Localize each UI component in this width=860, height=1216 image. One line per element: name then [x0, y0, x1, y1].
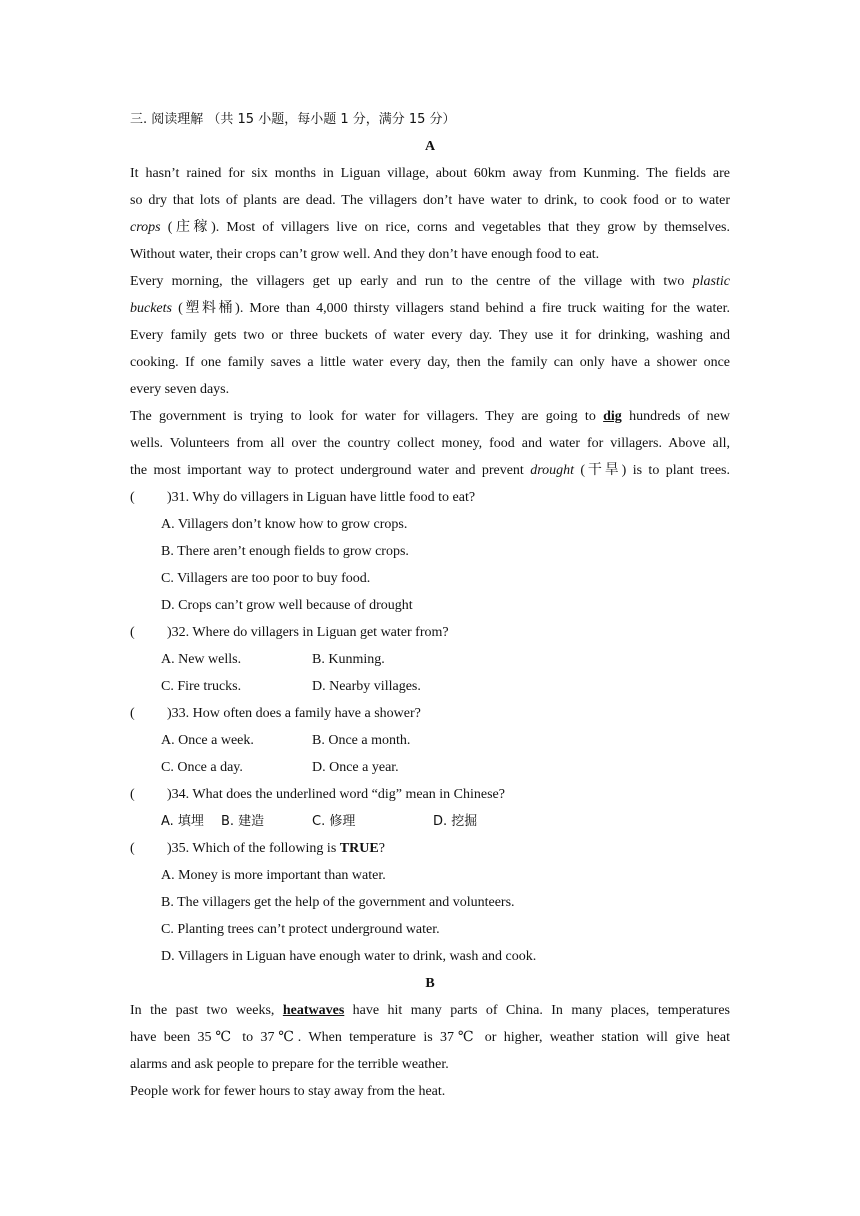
option-34-c: C. 修理: [312, 814, 356, 829]
passage-a-p1-line3: [130, 214, 730, 241]
option-34-a: A. 填埋: [161, 814, 204, 829]
passage-a-p3-line3-a: the most important way to protect underground water and prevent: [130, 463, 531, 478]
option-33-d: D. Once a year.: [312, 760, 399, 775]
option-35-d: D. Villagers in Liguan have enough water to drink, wash and cook.: [161, 949, 537, 964]
option-31-c: C. Villagers are too poor to buy food.: [161, 571, 371, 586]
question-35: [130, 835, 730, 862]
option-31-a: A. Villagers don’t know how to grow crops.: [161, 517, 408, 532]
question-stem-bold: TRUE: [339, 841, 379, 856]
passage-a-p3-line2: wells. Volunteers from all over the country collect money, food and water for villagers. Above all,: [130, 436, 730, 451]
passage-a-p2-line2: [130, 295, 730, 322]
passage-a-p2-line1-text: Every morning, the villagers get up early and run to the centre of the village with two: [130, 274, 693, 289]
word-drought: drought: [530, 463, 575, 478]
passage-b-p1-line2: have been 35℃ to 37℃. When temperature is 37℃ or higher, weather station will give heat: [130, 1030, 730, 1045]
question-stem-a: )35. Which of the following is: [167, 841, 340, 856]
word-heatwaves: heatwaves: [282, 1003, 345, 1018]
option-32-c: C. Fire trucks.: [161, 679, 242, 694]
question-stem: )34. What does the underlined word “dig” mean in Chinese?: [167, 787, 505, 802]
question-32: [130, 619, 730, 646]
passage-a-p3-line1-a: The government is trying to look for water for villagers. They are going to: [130, 409, 604, 424]
question-stem: )32. Where do villagers in Liguan get water from?: [167, 625, 449, 640]
word-crops: crops: [130, 220, 161, 235]
question-stem: )33. How often does a family have a shower?: [167, 706, 421, 721]
passage-a-p1-line1: It hasn’t rained for six months in Liguan village, about 60km away from Kunming. The fields are: [130, 166, 730, 181]
option-35-b: B. The villagers get the help of the government and volunteers.: [161, 895, 515, 910]
option-35-c: C. Planting trees can’t protect underground water.: [161, 922, 440, 937]
option-33-a: A. Once a week.: [161, 733, 254, 748]
answer-blank[interactable]: (: [130, 841, 135, 856]
exam-page: [130, 106, 730, 1105]
word-plastic: plastic: [692, 274, 730, 289]
passage-b-p1-line3: alarms and ask people to prepare for the terrible weather.: [130, 1057, 449, 1072]
option-33-b: B. Once a month.: [312, 733, 411, 748]
option-32-d: D. Nearby villages.: [312, 679, 421, 694]
passage-a-p2-line4: cooking. If one family saves a little water every day, then the family can only have a shower once: [130, 355, 730, 370]
passage-a-p3-line3: [130, 457, 730, 484]
options-34: [130, 808, 730, 835]
option-32-a: A. New wells.: [161, 652, 242, 667]
options-32-row1: [130, 646, 730, 673]
option-34-d: D. 挖掘: [433, 814, 478, 829]
question-31: [130, 484, 730, 511]
word-dig: dig: [603, 409, 622, 424]
option-33-c: C. Once a day.: [161, 760, 243, 775]
passage-a-p2-line3: Every family gets two or three buckets of water every day. They use it for drinking, washing and: [130, 328, 730, 343]
passage-a-p1-line4: Without water, their crops can’t grow well. And they don’t have enough food to eat.: [130, 247, 600, 262]
question-stem-b: ?: [378, 841, 385, 856]
passage-a-p3-line1: [130, 403, 730, 430]
passage-b-title: B: [425, 976, 435, 991]
answer-blank[interactable]: (: [130, 625, 135, 640]
answer-blank[interactable]: (: [130, 490, 135, 505]
passage-a-p1-line2: so dry that lots of plants are dead. The villagers don’t have water to drink, to cook food or to water: [130, 193, 730, 208]
passage-a-p3-line3-b: (干旱) is to plant trees.: [574, 463, 730, 478]
question-34: [130, 781, 730, 808]
option-34-b: B. 建造: [221, 814, 265, 829]
passage-a-title: A: [424, 139, 436, 154]
answer-blank[interactable]: (: [130, 706, 135, 721]
passage-a-p3-line1-b: hundreds of new: [621, 409, 731, 424]
option-35-a: A. Money is more important than water.: [161, 868, 386, 883]
options-32-row2: [130, 673, 730, 700]
section-heading: 三. 阅读理解 （共 15 小题，每小题 1 分，满分 15 分）: [130, 112, 456, 127]
passage-a-p2-line2-rest: (塑料桶). More than 4,000 thirsty villagers stand behind a fire truck waiting for the water.: [171, 301, 730, 316]
options-33-row1: [130, 727, 730, 754]
passage-a-p2-line1: [130, 268, 730, 295]
passage-b-p1-line1: [130, 997, 730, 1024]
passage-b-p1-line1-a: In the past two weeks,: [130, 1003, 283, 1018]
question-33: [130, 700, 730, 727]
option-31-d: D. Crops can’t grow well because of drought: [161, 598, 413, 613]
word-buckets: buckets: [130, 301, 172, 316]
question-stem: )31. Why do villagers in Liguan have little food to eat?: [167, 490, 476, 505]
option-32-b: B. Kunming.: [312, 652, 385, 667]
passage-a-p1-line3-rest: (庄稼). Most of villagers live on rice, corns and vegetables that they grow by themselves.: [160, 220, 730, 235]
answer-blank[interactable]: (: [130, 787, 135, 802]
passage-a-p2-line5: every seven days.: [130, 382, 230, 397]
options-33-row2: [130, 754, 730, 781]
option-31-b: B. There aren’t enough fields to grow crops.: [161, 544, 409, 559]
passage-b-p2-line1: People work for fewer hours to stay away from the heat.: [130, 1084, 446, 1099]
passage-b-p1-line1-b: have hit many parts of China. In many places, temperatures: [344, 1003, 731, 1018]
